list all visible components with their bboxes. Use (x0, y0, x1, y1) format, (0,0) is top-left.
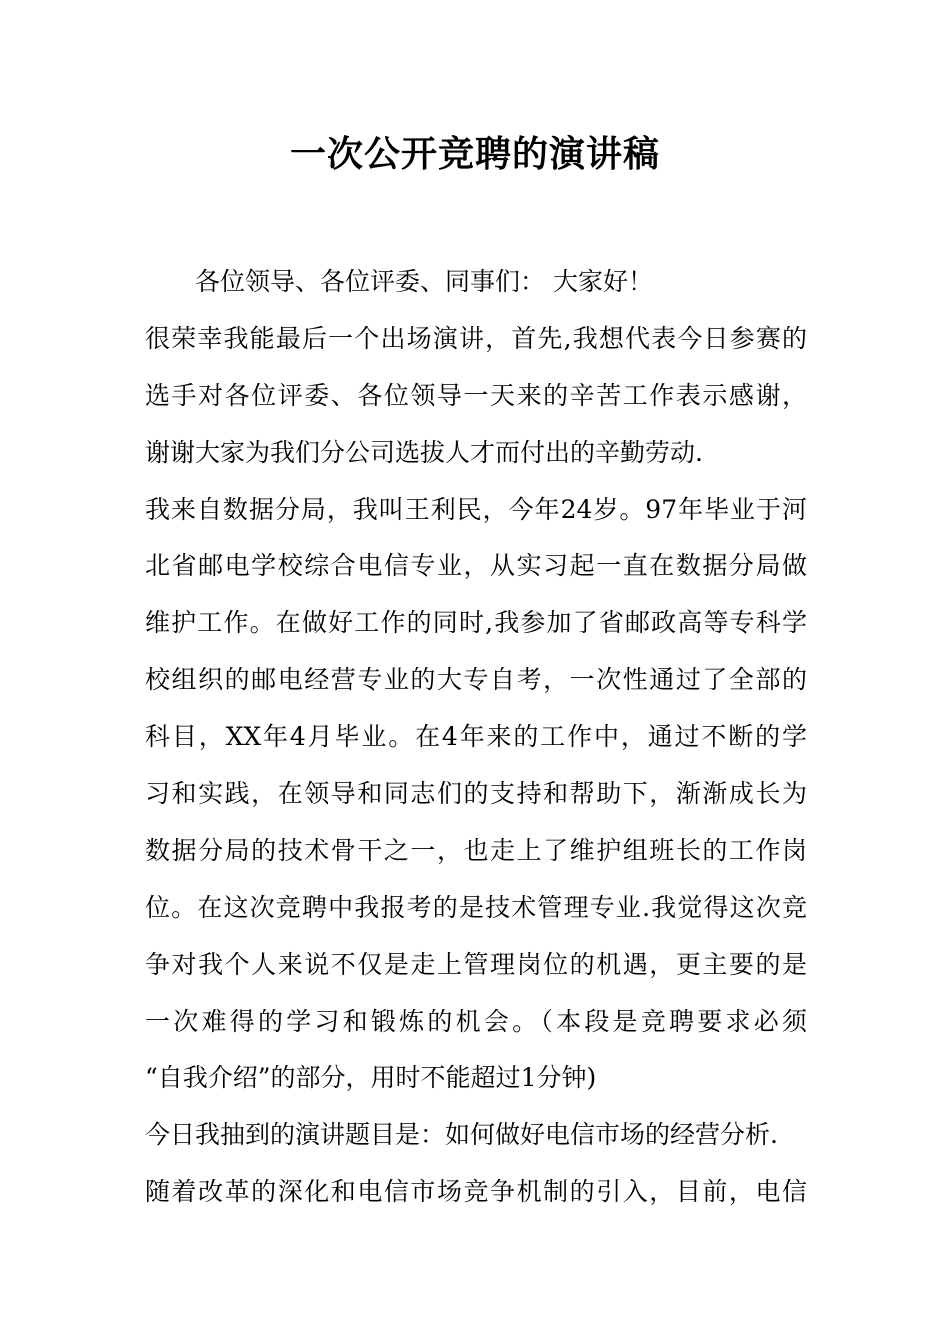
body-line: 校组织的邮电经营专业的大专自考，一次性通过了全部的 (145, 665, 807, 695)
body-line: 各位领导、各位评委、同事们： 大家好！ (195, 267, 653, 296)
body-line: 谢谢大家为我们分公司选拔人才而付出的辛勤劳动. (145, 437, 703, 467)
body-line: 争对我个人来说不仅是走上管理岗位的机遇，更主要的是 (145, 949, 807, 979)
body-line: 选手对各位评委、各位领导一天来的辛苦工作表示感谢， (145, 380, 807, 410)
document-body (145, 254, 807, 1221)
body-line: 一次难得的学习和锻炼的机会。（本段是竞聘要求必须 (145, 1006, 807, 1036)
body-line: 科目，XX年4月毕业。在4年来的工作中，通过不断的学 (145, 722, 807, 752)
body-line: 随着改革的深化和电信市场竞争机制的引入，目前，电信 (145, 1177, 807, 1207)
body-line: 数据分局的技术骨干之一，也走上了维护组班长的工作岗 (145, 835, 807, 865)
body-line: 位。在这次竞聘中我报考的是技术管理专业.我觉得这次竞 (145, 892, 807, 922)
body-line: 维护工作。在做好工作的同时,我参加了省邮政高等专科学 (145, 608, 807, 638)
body-line: 今日我抽到的演讲题目是：如何做好电信市场的经营分析. (145, 1120, 778, 1150)
body-line: 很荣幸我能最后一个出场演讲，首先,我想代表今日参赛的 (145, 323, 807, 353)
body-line: 我来自数据分局，我叫王利民，今年24岁。97年毕业于河 (145, 494, 807, 524)
document-title: 一次公开竞聘的演讲稿 (289, 133, 660, 175)
body-line: 北省邮电学校综合电信专业，从实习起一直在数据分局做 (145, 551, 807, 581)
body-line: “自我介绍”的部分，用时不能超过1分钟) (145, 1063, 597, 1093)
body-line: 习和实践，在领导和同志们的支持和帮助下，渐渐成长为 (145, 779, 807, 809)
